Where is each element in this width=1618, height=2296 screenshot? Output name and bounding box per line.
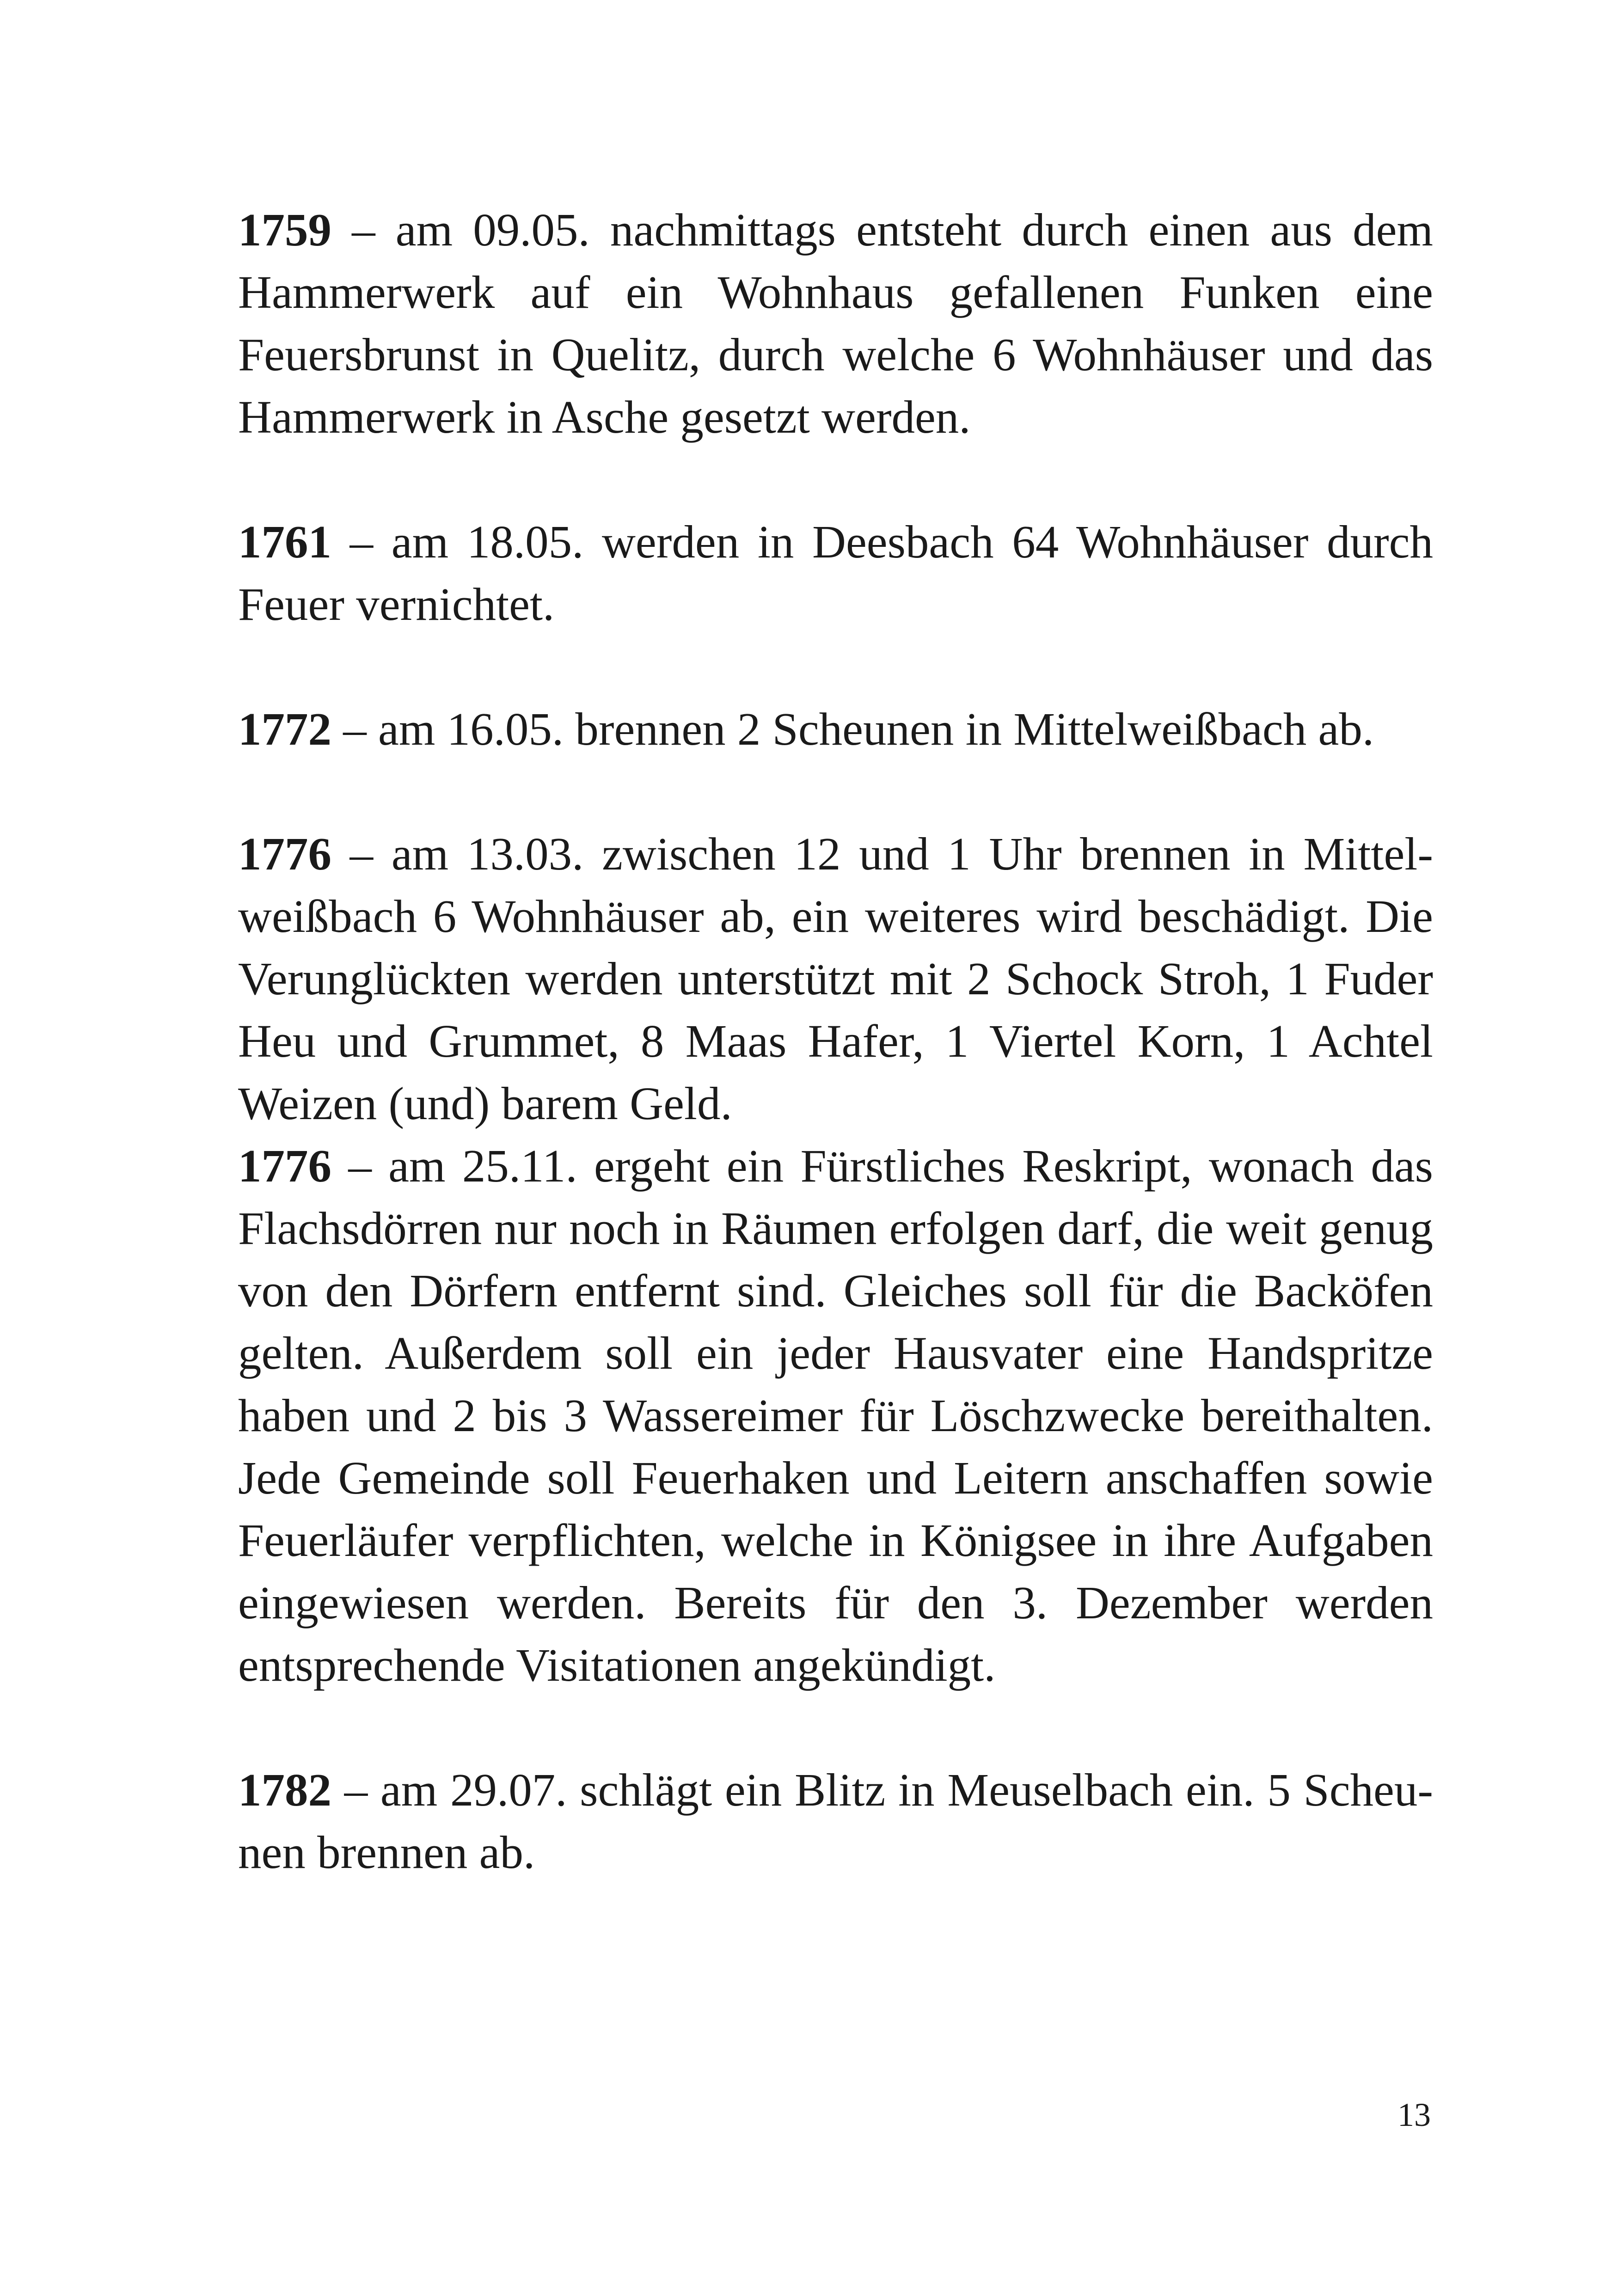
entry-text: – am 29.07. schlägt ein Blitz in Meuselbach ein. 5 Scheunen brennen ab.	[238, 1764, 1433, 1878]
entry-text: – am 16.05. brennen 2 Scheunen in Mittelweißbach ab.	[331, 703, 1374, 755]
entry-year: 1761	[238, 516, 331, 568]
entry-year: 1772	[238, 703, 331, 755]
entry-year: 1776	[238, 1140, 331, 1192]
entry-1772	[238, 698, 1433, 760]
entry-year: 1759	[238, 204, 331, 256]
entry-1759	[238, 199, 1433, 448]
entry-text: – am 13.03. zwischen 12 und 1 Uhr brennen in Mittelweißbach 6 Wohnhäuser ab, ein weiteres wird beschädigt. Die Verunglückten werden unterstützt mit 2 Schock Stroh, 1 Fuder Heu und Grummet, 8 Maas Hafer, 1 Viertel Korn, 1 Achtel Weizen (und) barem Geld.	[238, 828, 1433, 1129]
entry-1761	[238, 511, 1433, 636]
entry-text: – am 09.05. nachmittags entsteht durch einen aus dem Hammerwerk auf ein Wohnhaus gefallenen Funken eine Feuersbrunst in Quelitz, durch welche 6 Wohnhäuser und das Hammerwerk in Asche gesetzt werden.	[238, 204, 1433, 443]
entry-year: 1776	[238, 828, 331, 880]
page-number: 13	[1397, 2096, 1431, 2133]
entry-1776-november	[238, 1135, 1433, 1696]
entry-1776-march	[238, 823, 1433, 1135]
entry-1782	[238, 1759, 1433, 1884]
entry-year: 1782	[238, 1764, 331, 1816]
chronicle-text	[238, 199, 1433, 1884]
entry-text: – am 25.11. ergeht ein Fürstliches Reskript, wonach das Flachsdörren nur noch in Räumen erfolgen darf, die weit genug von den Dörfern entfernt sind. Gleiches soll für die Backöfen gelten. Außerdem soll ein jeder Hausvater eine Handspritze haben und 2 bis 3 Wassereimer für Löschzwecke bereithalten. Jede Gemeinde soll Feuerhaken und Leitern anschaffen sowie Feuerläufer verpflichten, welche in Königsee in ihre Aufgaben eingewiesen werden. Bereits für den 3. Dezember werden entsprechende Visitationen angekündigt.	[238, 1140, 1433, 1691]
entry-text: – am 18.05. werden in Deesbach 64 Wohnhäuser durch Feuer vernichtet.	[238, 516, 1433, 630]
